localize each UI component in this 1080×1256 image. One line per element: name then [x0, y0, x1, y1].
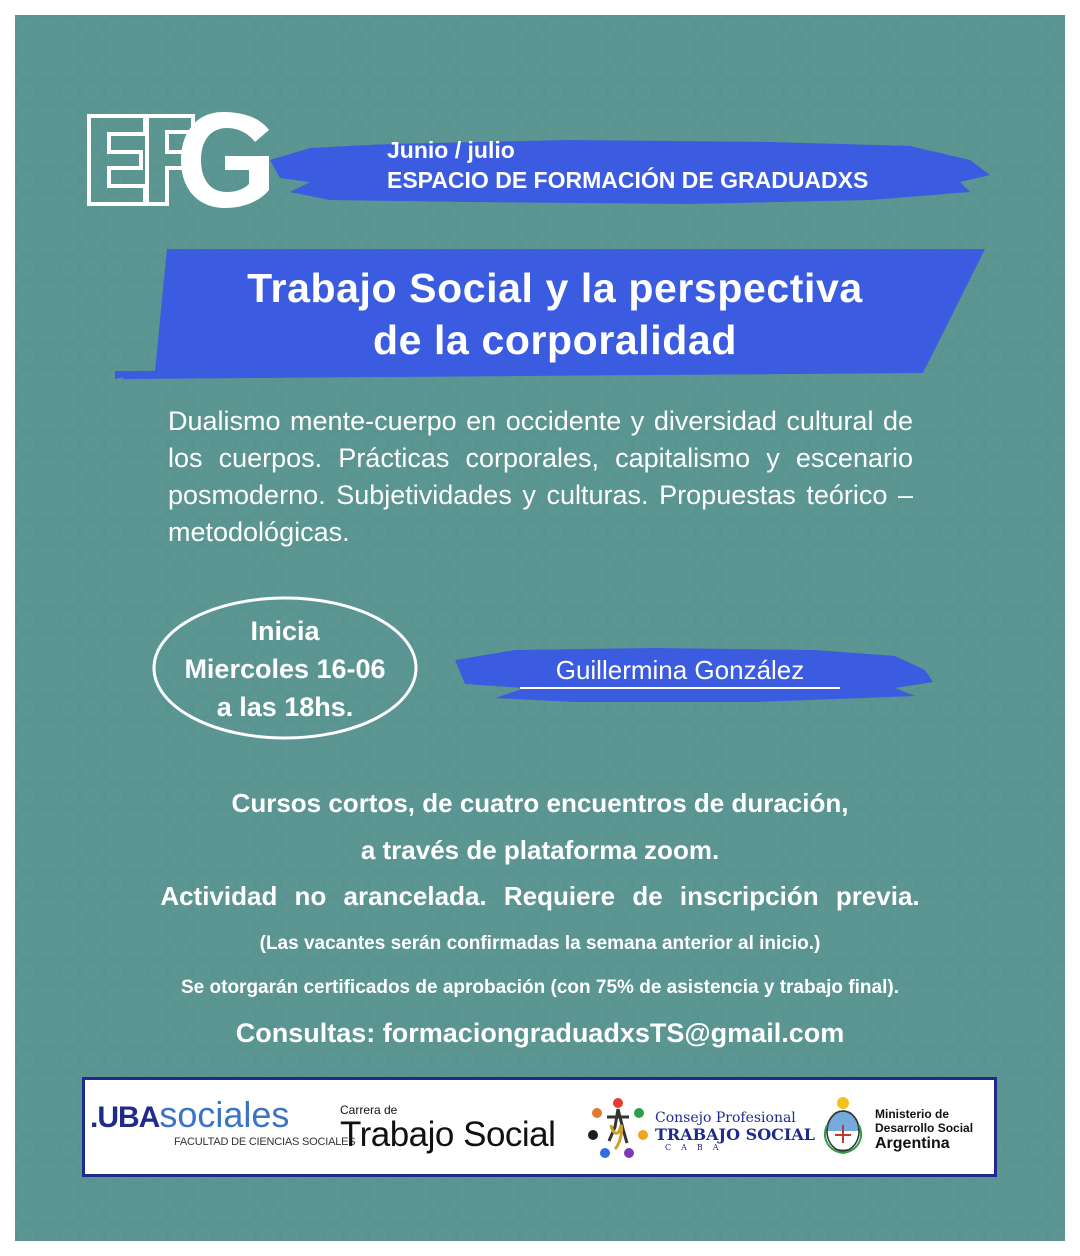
contact-email[interactable]: Consultas: formaciongraduadxsTS@gmail.com [235, 1018, 845, 1048]
carrera-trabajo-social-logo [340, 1104, 555, 1154]
info-line-2: a través de plataforma zoom. [360, 835, 720, 865]
program-label: ESPACIO DE FORMACIÓN DE GRADUADXS [387, 167, 869, 193]
info-line-5: Se otorgarán certificados de aprobación (con 75% de asistencia y trabajo final). [181, 977, 899, 998]
course-title [145, 262, 965, 366]
ministerio-logo [875, 1107, 973, 1153]
uba-subtitle: FACULTAD DE CIENCIAS SOCIALES [174, 1136, 356, 1148]
consejo-line-1: Consejo Profesional [655, 1110, 796, 1126]
poster [15, 15, 1065, 1241]
carrera-big-label: Trabajo Social [340, 1115, 556, 1154]
ministerio-line-3: Argentina [875, 1135, 950, 1152]
course-description: Dualismo mente-cuerpo en occidente y diversidad cultural de los cuerpos. Prácticas corporales, capitalismo y escenario posmoderno. Subjetividades y culturas. Propuestas teórico – metodológicas. [168, 406, 913, 547]
consejo-line-3: CABA [665, 1143, 729, 1152]
speaker-name: Guillermina González [520, 655, 840, 689]
efg-logo [85, 110, 275, 210]
ministerio-line-2: Desarrollo Social [875, 1121, 974, 1135]
period-label: Junio / julio [387, 137, 515, 163]
program-header [387, 135, 868, 195]
start-line-2: Miercoles 16-06 [184, 654, 386, 684]
info-line-4: (Las vacantes serán confirmadas la semana anterior al inicio.) [259, 933, 821, 954]
consejo-people-icon [585, 1095, 651, 1161]
title-line-1: Trabajo Social y la perspectiva [247, 265, 863, 311]
carrera-small-label: Carrera de [340, 1103, 398, 1117]
info-line-1: Cursos cortos, de cuatro encuentros de duración, [231, 788, 849, 818]
uba-word: sociales [159, 1094, 290, 1135]
uba-sociales-logo [90, 1095, 355, 1148]
start-line-3: a las 18hs. [216, 692, 354, 722]
consejo-profesional-logo [655, 1110, 815, 1152]
argentina-shield-icon [823, 1095, 863, 1155]
consejo-line-2: TRABAJO SOCIAL [655, 1125, 816, 1144]
ministerio-line-1: Ministerio de [875, 1107, 950, 1121]
start-info [155, 612, 415, 726]
info-line-3: Actividad no arancelada. Requiere de inscripción previa. [160, 881, 920, 911]
title-line-2: de la corporalidad [373, 317, 737, 363]
start-line-1: Inicia [250, 616, 320, 646]
uba-prefix: .UBA [90, 1101, 160, 1134]
